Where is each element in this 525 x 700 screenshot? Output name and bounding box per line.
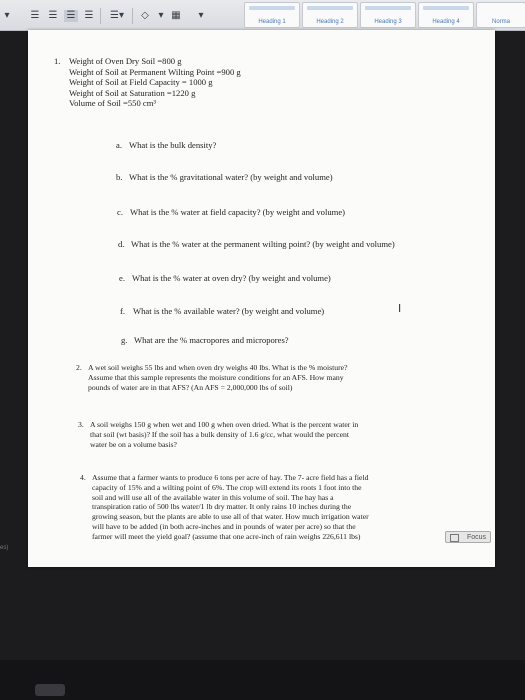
align-left-icon[interactable]: ☰ xyxy=(30,10,40,21)
style-heading-3[interactable]: Heading 3 xyxy=(360,2,416,28)
style-heading-1[interactable]: Heading 1 xyxy=(244,2,300,28)
align-center-icon[interactable]: ☰ xyxy=(48,10,58,21)
q2-line: pounds of water are in that AFS? (An AFS = 2,000,000 lbs of soil) xyxy=(88,382,293,392)
style-normal[interactable]: Norma xyxy=(476,2,525,28)
q4-line: growing season, but the plants are able to use all of that water. How much irrigation water xyxy=(92,512,369,522)
q4-line: transpiration ratio of 500 lbs water/1 lb dry matter. It only rains 10 inches during the xyxy=(92,502,352,512)
subquestion-b: b. What is the % gravitational water? (by weight and volume) xyxy=(116,172,333,182)
q3-line: that soil (wt basis)? If the soil has a bulk density of 1.6 g/cc, what would the percent xyxy=(90,429,349,439)
q4-line: soil and will use all of the available water in this volume of soil. The hay has a xyxy=(92,492,334,502)
taskbar xyxy=(0,660,525,700)
q4-line: Assume that a farmer wants to produce 6 tons per acre of hay. The 7- acre field has a field xyxy=(92,473,369,482)
q1-line: Weight of Soil at Field Capacity = 1000 g xyxy=(69,77,213,87)
subquestion-a: a. What is the bulk density? xyxy=(116,140,217,150)
chevron-down-icon[interactable]: ▾ xyxy=(198,10,204,21)
side-mark: es) xyxy=(0,545,9,551)
dock-app-icon[interactable] xyxy=(35,684,65,696)
q1-line: Weight of Oven Dry Soil =800 g xyxy=(69,56,182,66)
focus-button[interactable]: Focus xyxy=(445,531,491,543)
style-heading-4[interactable]: Heading 4 xyxy=(418,2,474,28)
q4-line: will have to be added (in both acre-inches and in pounds of water per acre) so that the xyxy=(92,521,356,531)
subquestion-d: d. What is the % water at the permanent wilting point? (by weight and volume) xyxy=(118,239,395,249)
focus-icon xyxy=(450,534,459,542)
q1-line: Weight of Soil at Saturation =1220 g xyxy=(69,87,196,98)
text-cursor-icon: I xyxy=(398,302,402,315)
q1-line: Weight of Soil at Permanent Wilting Point =900 g xyxy=(69,66,241,77)
q2-line: Assume that this sample represents the moisture conditions for an AFS. How many xyxy=(88,372,344,382)
subquestion-c: c. What is the % water at field capacity? (by weight and volume) xyxy=(117,207,345,217)
ribbon-toolbar xyxy=(0,0,525,31)
q4-line: capacity of 15% and a wilting point of 6%. The crop will extend its roots 1 foot into the xyxy=(92,482,362,492)
subquestion-f: f. What is the % available water? (by weight and volume) xyxy=(120,306,325,316)
align-right-icon[interactable]: ☰ xyxy=(64,10,78,22)
chevron-down-icon[interactable]: ▾ xyxy=(4,10,10,21)
document-page[interactable]: 1. Weight of Oven Dry Soil =800 g Weight of Soil at Permanent Wilting Point =900 g Weight of Soil at Field Capacity = 1000 g Weight of Soil at Saturation =1220 g Volume of Soil =550 cm³ a. What is the bulk density? b. What is the % gravitational water? (by weight and volume) c. What is the % water at field capacity? (by weight and volume) d. What is the % water at the permanent wilting point? (by weight and volume) e. What is the % water at oven dry? (by weight and volume) f. What is the % available water? (by weight and volume) g. What are the % macropores and micropores? I 2. A wet soil weighs 55 lbs and when oven dry weighs 40 lbs. What is the % moisture? Assume that this sample represents the moisture conditions for an AFS. How many pounds of water are in that AFS? (An AFS = 2,000,000 lbs of soil) 3. A soil weighs 150 g when wet and 100 g when oven dried. What is the percent water in that soil (wt basis)? If the soil has a bulk density of 1.6 g/cc, what would the percent water be on a volume basis? 4. Assume that a farmer wants to produce 6 tons per acre of hay. The 7- acre field has a field capacity of 15% and a wilting point of 6%. The crop will extend its roots 1 foot into the soil and will use all of the available water in this volume of soil. The hay has a transpiration ratio of 500 lbs water/1 lb dry matter. It only rains 10 inches during the growing season, but the plants are able to use all of that water. How much irrigation water will have to be added (in both acre-inches and in pounds of water per acre) so that the farmer will meet the yield goal? (assume that one acre-inch of rain weighs 226,611 lbs) xyxy=(28,30,495,567)
q2-line: A wet soil weighs 55 lbs and when oven dry weighs 40 lbs. What is the % moisture? xyxy=(88,363,348,372)
q3-line: water be on a volume basis? xyxy=(90,439,177,449)
style-heading-2[interactable]: Heading 2 xyxy=(302,2,358,28)
justify-icon[interactable]: ☰ xyxy=(84,10,94,21)
subquestion-g: g. What are the % macropores and micropores? xyxy=(121,335,289,345)
chevron-down-icon[interactable]: ▾ xyxy=(158,10,164,21)
q1-line: Volume of Soil =550 cm³ xyxy=(69,98,156,108)
subquestion-e: e. What is the % water at oven dry? (by weight and volume) xyxy=(119,273,331,283)
question-number: 1. xyxy=(54,56,61,66)
shading-icon[interactable]: ◇ xyxy=(141,10,149,21)
borders-icon[interactable]: ▦ xyxy=(171,10,181,21)
line-spacing-icon[interactable]: ☰▾ xyxy=(110,10,124,21)
q3-line: A soil weighs 150 g when wet and 100 g when oven dried. What is the percent water in xyxy=(90,420,359,429)
q4-line: farmer will meet the yield goal? (assume that one acre-inch of rain weighs 226,611 lbs) xyxy=(92,531,361,541)
